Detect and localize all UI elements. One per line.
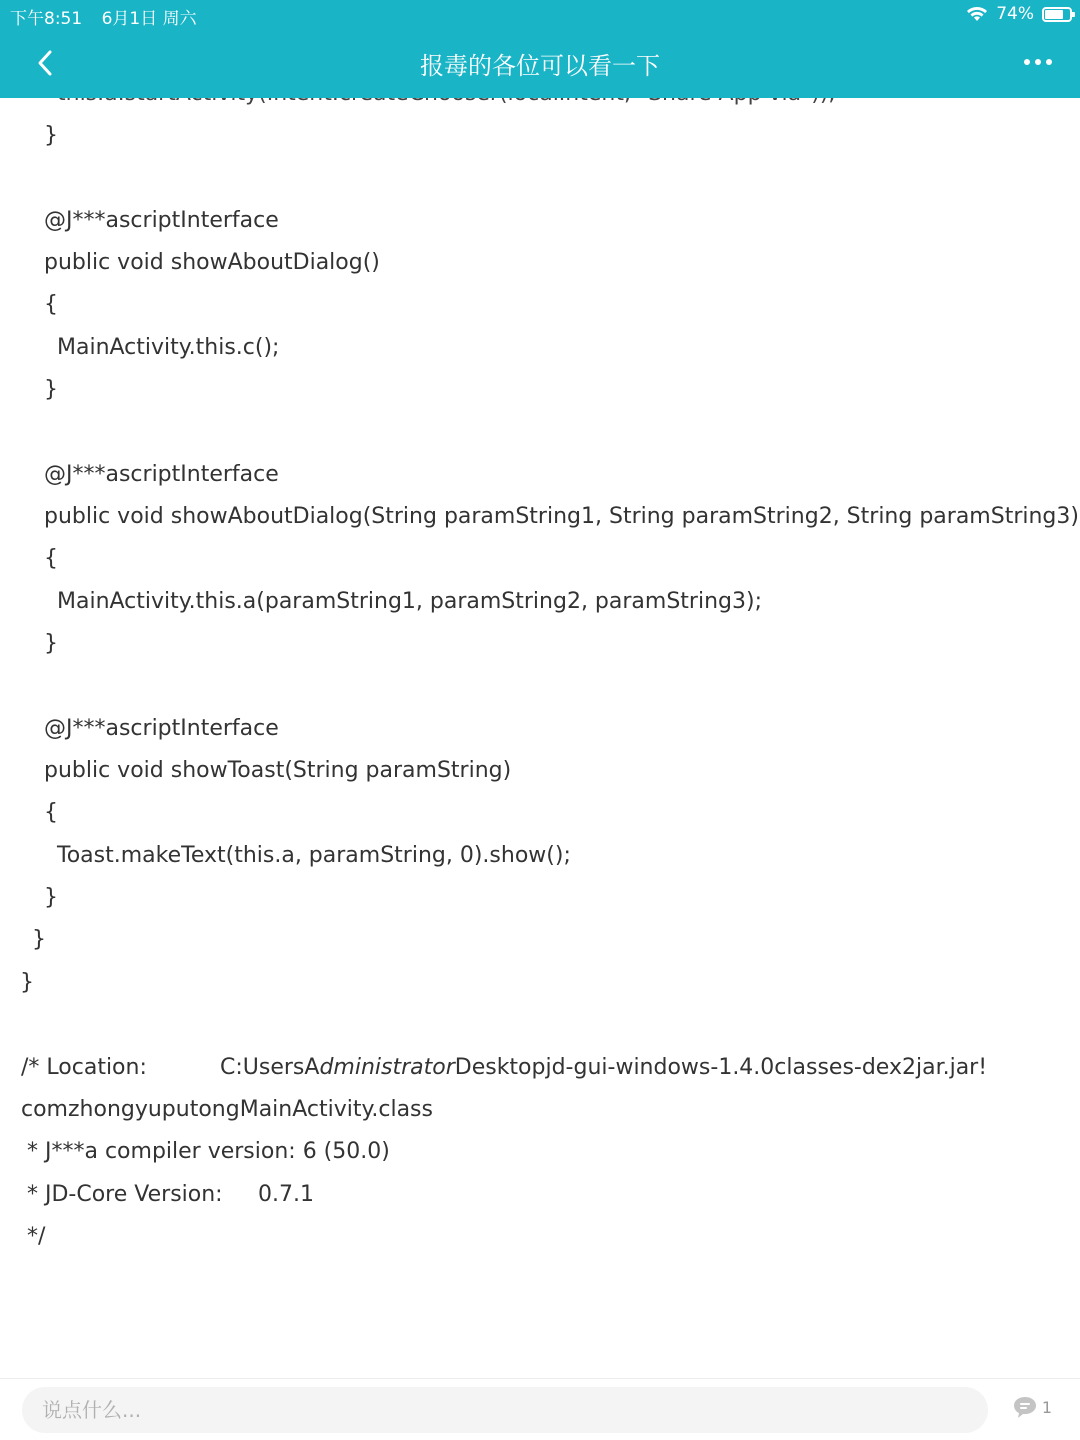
code-line: { bbox=[44, 546, 58, 571]
battery-nub bbox=[1072, 12, 1075, 17]
battery-percent: 74% bbox=[996, 4, 1034, 24]
back-button[interactable] bbox=[20, 38, 70, 88]
code-line: } bbox=[32, 927, 46, 952]
comment-count-button[interactable] bbox=[1012, 1395, 1052, 1419]
core-version-value: 0.7.1 bbox=[258, 1182, 314, 1207]
location-path-b: Desktopjd-gui-windows-1.4.0classes-dex2jar.jar! bbox=[454, 1055, 988, 1080]
wifi-icon bbox=[966, 6, 988, 22]
code-line: } bbox=[44, 377, 58, 402]
status-date: 6月1日 周六 bbox=[101, 9, 197, 29]
code-line: } bbox=[44, 123, 58, 148]
location-label: /* Location: bbox=[21, 1055, 147, 1080]
comment-input[interactable]: 说点什么... bbox=[22, 1387, 988, 1433]
status-bar bbox=[0, 0, 1080, 30]
comment-end: */ bbox=[27, 1224, 46, 1249]
more-dots-icon bbox=[1035, 59, 1041, 65]
location-path bbox=[220, 1054, 987, 1082]
code-line: MainActivity.this.c(); bbox=[57, 335, 280, 360]
code-line: public void showAboutDialog(String paramString1, String paramString2, String paramString3) bbox=[44, 504, 1079, 529]
location-path-a: C:UsersA bbox=[220, 1055, 320, 1080]
status-time: 下午8:51 bbox=[10, 9, 83, 29]
code-line: } bbox=[20, 970, 34, 995]
class-path: comzhongyuputongMainActivity.class bbox=[21, 1097, 433, 1122]
code-line: } bbox=[44, 885, 58, 910]
battery-fill bbox=[1045, 10, 1063, 19]
status-right bbox=[966, 4, 1072, 24]
code-line: { bbox=[44, 800, 58, 825]
code-line: public void showAboutDialog() bbox=[44, 250, 380, 275]
comment-bubble-icon bbox=[1012, 1395, 1038, 1419]
location-path-italic: dministrator bbox=[319, 1055, 455, 1080]
more-dots-icon bbox=[1046, 59, 1052, 65]
page-title: 报毒的各位可以看一下 bbox=[420, 52, 660, 80]
nav-bar bbox=[0, 30, 1080, 98]
bottom-bar bbox=[0, 1378, 1080, 1440]
more-dots-icon bbox=[1024, 59, 1030, 65]
code-line: MainActivity.this.a(paramString1, paramString2, paramString3); bbox=[57, 589, 762, 614]
code-line: @J***ascriptInterface bbox=[44, 462, 279, 487]
back-chevron-icon bbox=[35, 49, 55, 77]
comment-count: 1 bbox=[1041, 1397, 1052, 1417]
more-button[interactable] bbox=[1018, 42, 1058, 82]
code-line: @J***ascriptInterface bbox=[44, 208, 279, 233]
code-line: @J***ascriptInterface bbox=[44, 716, 279, 741]
compiler-version: * J***a compiler version: 6 (50.0) bbox=[27, 1139, 390, 1164]
post-content bbox=[0, 70, 1080, 1370]
core-version-label: * JD-Core Version: bbox=[27, 1182, 223, 1207]
code-line: } bbox=[44, 631, 58, 656]
header bbox=[0, 0, 1080, 98]
code-line: { bbox=[44, 292, 58, 317]
status-left bbox=[10, 4, 211, 29]
code-line: Toast.makeText(this.a, paramString, 0).show(); bbox=[57, 843, 571, 868]
battery-icon bbox=[1042, 7, 1072, 22]
code-line: public void showToast(String paramString) bbox=[44, 758, 512, 783]
